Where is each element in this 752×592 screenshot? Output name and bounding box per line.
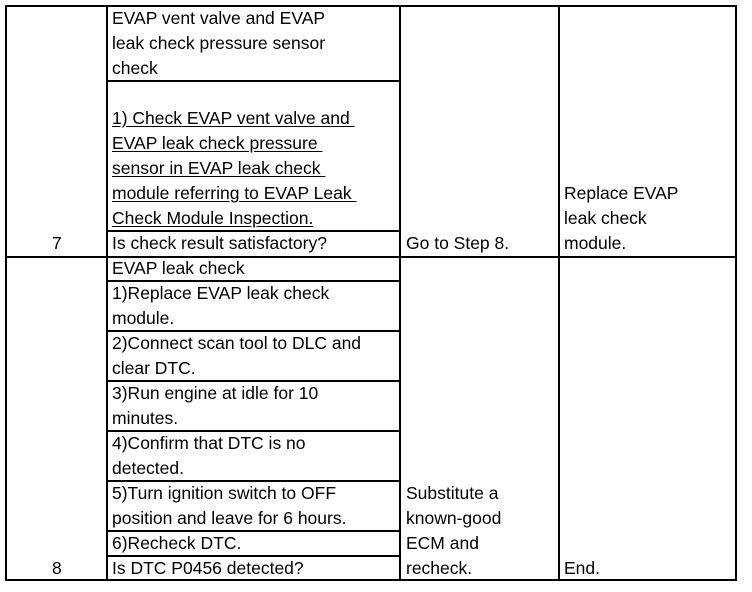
yes-result-line: Substitute a: [406, 483, 499, 503]
procedure-step-line: position and leave for 6 hours.: [112, 508, 347, 528]
column-divider-action: [399, 5, 401, 581]
yes-result-line: ECM and: [406, 533, 479, 553]
procedure-step-line: clear DTC.: [112, 358, 196, 378]
procedure-step-line: minutes.: [112, 408, 179, 428]
action-instruction-line: EVAP leak check pressure: [112, 133, 323, 153]
procedure-step-line: 4)Confirm that DTC is no: [112, 433, 306, 453]
procedure-step-line: 2)Connect scan tool to DLC and: [112, 333, 362, 353]
no-result: End.: [564, 558, 600, 578]
table-border-right: [735, 5, 737, 581]
action-title-line: check: [112, 58, 158, 78]
action-instruction-line: Check Module Inspection.: [112, 208, 314, 228]
procedure-step-line: 6)Recheck DTC.: [112, 533, 242, 553]
action-question: Is DTC P0456 detected?: [112, 558, 304, 578]
step-number: 8: [52, 558, 62, 578]
action-title: EVAP leak check: [112, 258, 245, 278]
no-result-line: Replace EVAP: [564, 183, 679, 203]
procedure-step-line: 5)Turn ignition switch to OFF: [112, 483, 337, 503]
action-instruction-line: module referring to EVAP Leak: [112, 183, 357, 203]
action-title-line: EVAP vent valve and EVAP: [112, 8, 326, 28]
procedure-step-line: 3)Run engine at idle for 10: [112, 383, 319, 403]
action-title-line: leak check pressure sensor: [112, 33, 326, 53]
yes-result: Go to Step 8.: [406, 233, 510, 253]
table-border-left: [5, 5, 7, 581]
procedure-step-line: detected.: [112, 458, 184, 478]
action-question: Is check result satisfactory?: [112, 233, 327, 253]
column-divider-step: [106, 5, 108, 581]
column-divider-yes: [558, 5, 560, 581]
no-result-line: leak check: [564, 208, 647, 228]
no-result-line: module.: [564, 233, 627, 253]
inspection-table: [5, 5, 737, 581]
procedure-step-line: module.: [112, 308, 175, 328]
action-instruction-line: 1) Check EVAP vent valve and: [112, 108, 355, 128]
step-number: 7: [52, 233, 62, 253]
yes-result-line: known-good: [406, 508, 502, 528]
action-instruction-line: sensor in EVAP leak check: [112, 158, 326, 178]
procedure-step-line: 1)Replace EVAP leak check: [112, 283, 330, 303]
yes-result-line: recheck.: [406, 558, 473, 578]
